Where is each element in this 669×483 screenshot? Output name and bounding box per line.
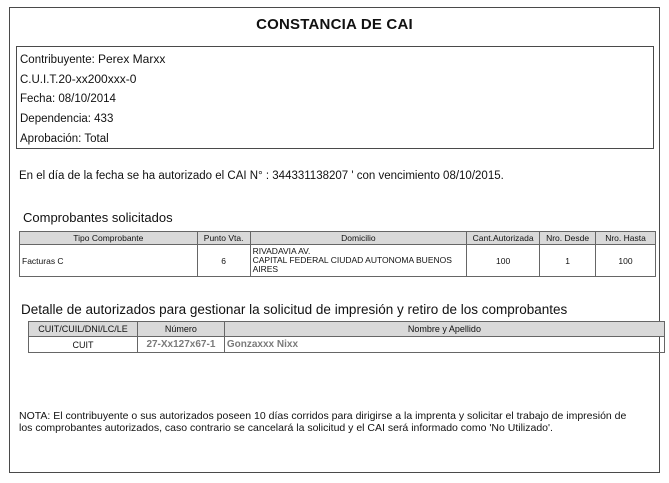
domicilio-line: RIVADAVIA AV. bbox=[252, 246, 311, 256]
table-row bbox=[20, 245, 656, 277]
header-nombre-apellido: Nombre y Apellido bbox=[224, 322, 664, 337]
cell-punto-vta: 6 bbox=[197, 245, 250, 277]
domicilio-line: AIRES bbox=[252, 264, 279, 274]
cuit-value: 20-xx200xxx-0 bbox=[58, 72, 137, 86]
cell-cant-autorizada: 100 bbox=[467, 245, 540, 277]
document-page bbox=[9, 7, 660, 473]
header-cant-autorizada: Cant.Autorizada bbox=[467, 232, 540, 245]
cai-authorization-text: En el día de la fecha se ha autorizado el CAI N° : 344331138207 ' con vencimiento 08/10/2015. bbox=[19, 170, 504, 182]
cell-tipo-documento: CUIT bbox=[29, 337, 138, 353]
header-numero: Número bbox=[137, 322, 224, 337]
comprobantes-table bbox=[19, 231, 656, 277]
taxpayer-info-box bbox=[16, 46, 654, 149]
comprobantes-header-row bbox=[20, 232, 656, 245]
header-nro-desde: Nro. Desde bbox=[540, 232, 596, 245]
cuit-line bbox=[20, 72, 136, 86]
domicilio-line: CAPITAL FEDERAL CIUDAD AUTONOMA BUENOS bbox=[252, 255, 452, 265]
cell-tipo: Facturas C bbox=[20, 245, 198, 277]
header-domicilio: Domicilio bbox=[250, 232, 467, 245]
cell-nro-desde: 1 bbox=[540, 245, 596, 277]
dependencia-line: Dependencia: 433 bbox=[20, 113, 114, 125]
cell-nombre: Gonzaxxx Nixx bbox=[224, 337, 664, 353]
contribuyente-line bbox=[20, 52, 165, 66]
autorizados-table bbox=[28, 321, 665, 353]
nota-text: NOTA: El contribuyente o sus autorizados poseen 10 días corridos para dirigirse a la imprenta y solicitar el trabajo de impresión de los comprobantes autorizados, caso contrario se cancelará la solicitud y el CAI será informado como 'No Utilizado'. bbox=[19, 410, 627, 434]
header-nro-hasta: Nro. Hasta bbox=[596, 232, 656, 245]
contribuyente-value: Perex Marxx bbox=[98, 52, 166, 66]
header-tipo-comprobante: Tipo Comprobante bbox=[20, 232, 198, 245]
contribuyente-label: Contribuyente: bbox=[20, 54, 98, 66]
autorizados-section-title: Detalle de autorizados para gestionar la solicitud de impresión y retiro de los comprobantes bbox=[21, 302, 568, 317]
header-tipo-documento: CUIT/CUIL/DNI/LC/LE bbox=[29, 322, 138, 337]
autorizados-header-row bbox=[29, 322, 665, 337]
cell-numero: 27-Xx127x67-1 bbox=[137, 337, 224, 353]
aprobacion-line: Aprobación: Total bbox=[20, 133, 109, 145]
comprobantes-section-title: Comprobantes solicitados bbox=[23, 210, 173, 225]
header-punto-vta: Punto Vta. bbox=[197, 232, 250, 245]
document-title: CONSTANCIA DE CAI bbox=[256, 16, 413, 33]
cell-nro-hasta: 100 bbox=[596, 245, 656, 277]
cell-domicilio bbox=[250, 245, 467, 277]
fecha-line: Fecha: 08/10/2014 bbox=[20, 93, 116, 105]
table-row bbox=[29, 337, 665, 353]
cuit-label: C.U.I.T. bbox=[20, 74, 59, 86]
